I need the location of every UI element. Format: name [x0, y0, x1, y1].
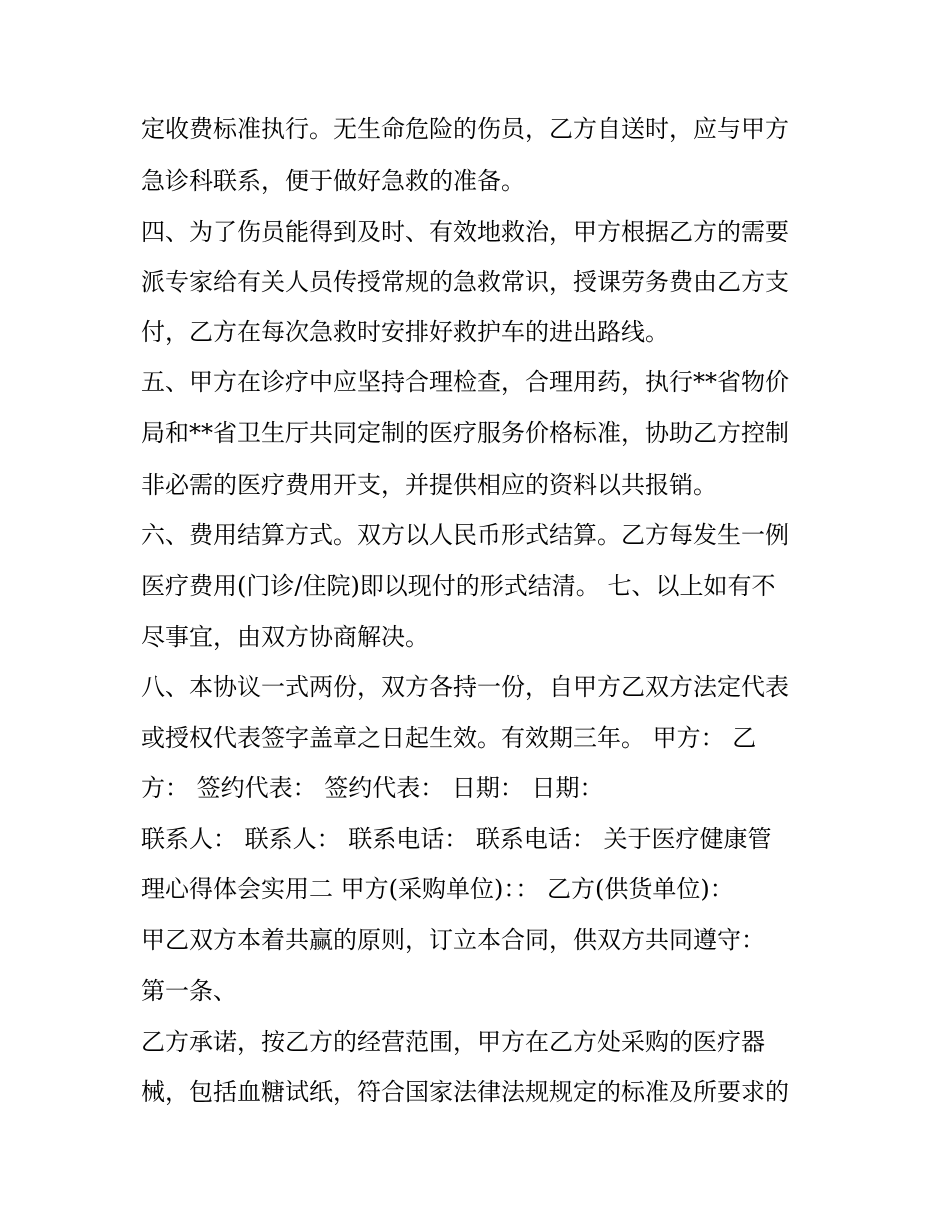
text-line: 械，包括血糖试纸，符合国家法律法规规定的标准及所要求的: [141, 1078, 789, 1106]
text-line: 非必需的医疗费用开支，并提供相应的资料以共报销。: [141, 471, 717, 499]
text-line: 四、为了伤员能得到及时、有效地救治，甲方根据乙方的需要: [141, 218, 789, 246]
text-line: 或授权代表签字盖章之日起生效。有效期三年。 甲方： 乙: [141, 724, 757, 752]
text-line: 理心得体会实用二 甲方(采购单位)：： 乙方(供货单位)：: [141, 875, 734, 903]
text-line: 五、甲方在诊疗中应坚持合理检查，合理用药，执行**省物价: [141, 368, 789, 396]
text-line: 派专家给有关人员传授常规的急救常识，授课劳务费由乙方支: [141, 268, 789, 296]
text-line: 付，乙方在每次急救时安排好救护车的进出路线。: [141, 318, 669, 346]
text-line: 甲乙双方本着共赢的原则，订立本合同，供双方共同遵守：: [141, 926, 765, 954]
text-line: 局和**省卫生厅共同定制的医疗服务价格标准，协助乙方控制: [141, 419, 789, 447]
text-line: 联系人： 联系人： 联系电话： 联系电话： 关于医疗健康管: [141, 825, 772, 853]
text-line: 医疗费用(门诊/住院)即以现付的形式结清。 七、以上如有不: [141, 572, 776, 600]
text-line: 尽事宜，由双方协商解决。: [141, 623, 429, 651]
text-line: 八、本协议一式两份，双方各持一份，自甲方乙双方法定代表: [141, 673, 789, 701]
text-line: 乙方承诺，按乙方的经营范围，甲方在乙方处采购的医疗器: [141, 1028, 765, 1056]
text-line: 方： 签约代表： 签约代表： 日期： 日期：: [141, 774, 604, 802]
text-line: 六、费用结算方式。双方以人民币形式结算。乙方每发生一例: [141, 521, 789, 549]
text-line: 定收费标准执行。无生命危险的伤员，乙方自送时，应与甲方: [141, 115, 789, 143]
text-line: 第一条、: [141, 977, 237, 1005]
text-line: 急诊科联系，便于做好急救的准备。: [141, 167, 525, 195]
